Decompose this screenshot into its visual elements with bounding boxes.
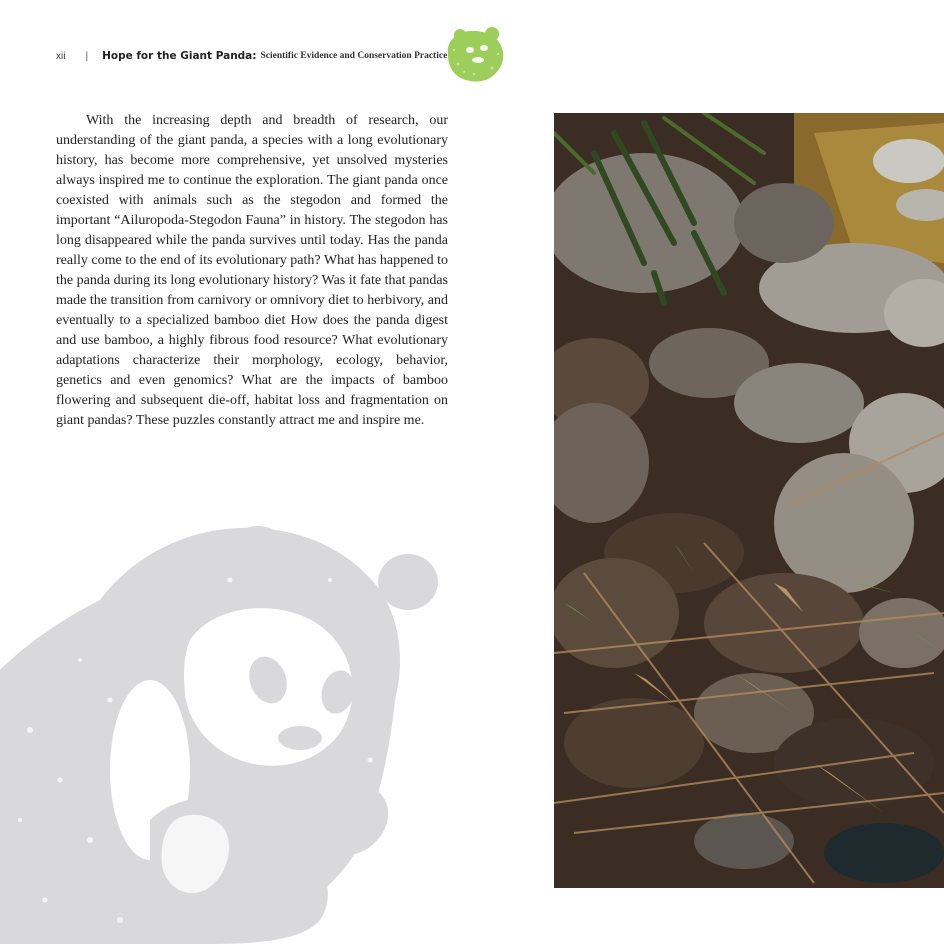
book-title: Hope for the Giant Panda: — [102, 50, 257, 62]
panda-watermark-icon — [0, 520, 460, 944]
running-header — [56, 46, 447, 66]
body-paragraph: With the increasing depth and breadth of research, our understanding of the giant panda, a species with a long evolutionary history, has become more comprehensive, yet unsolved mysteries always inspired me to continue the exploration. The giant panda once coexisted with animals such as the stegodon and formed the important “Ailuropoda-Stegodon Fauna” in history. The stegodon has long disappeared while the panda survives until today. Has the panda really come to the end of its evolutionary path? What has happened to the panda during its long evolutionary history? Was it fate that pandas made the transition from carnivory or omnivory diet to herbivory, and eventually to a specialized bamboo diet How does the panda digest and use bamboo, a highly fibrous food resource? What evolutionary adaptations characterize their morphology, ecology, behavior, genetics and even genomics? What are the impacts of bamboo flowering and subsequent die-off, habitat loss and fragmentation on giant pandas? These puzzles constantly attract me and inspire me. — [56, 113, 448, 428]
header-separator: | — [85, 50, 89, 62]
book-subtitle: Scientific Evidence and Conservation Practice — [260, 51, 448, 61]
stream-photo — [554, 113, 944, 888]
panda-logo-icon — [440, 24, 510, 86]
stream-bed-image — [554, 113, 944, 888]
page-number: xii — [56, 50, 66, 62]
